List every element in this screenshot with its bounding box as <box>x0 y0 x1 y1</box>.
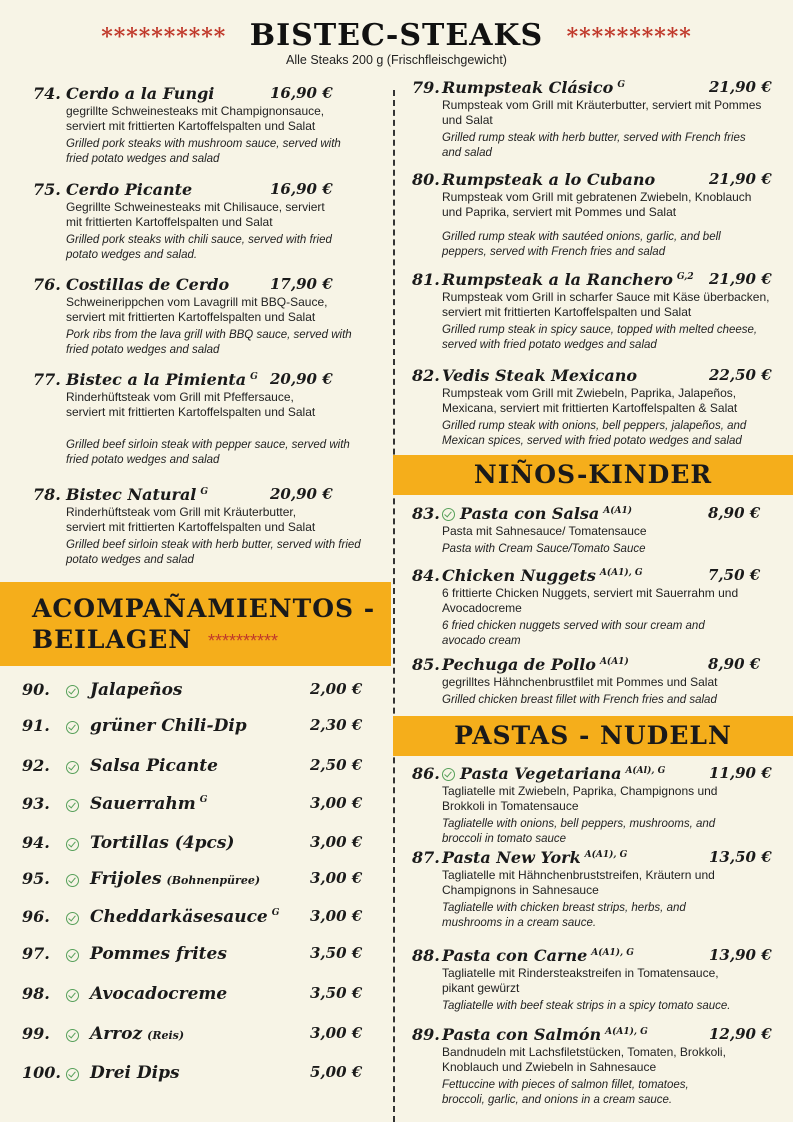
vegetarian-check-icon <box>66 949 79 962</box>
item-number: 87. <box>412 848 440 867</box>
item-price: 2,50 € <box>310 756 363 774</box>
menu-item <box>412 1025 782 1105</box>
item-price: 21,90 € <box>709 270 772 288</box>
item-price: 21,90 € <box>709 78 772 96</box>
menu-item <box>412 655 782 715</box>
menu-item <box>412 170 782 260</box>
item-description-de: Bandnudeln mit Lachsfiletstücken, Tomaten, Brokkoli, Knoblauch und Zwiebeln in Sahnesauce <box>442 1045 726 1074</box>
item-number: 84. <box>412 566 440 585</box>
item-description-en: Tagliatelle with onions, bell peppers, mushrooms, and broccoli in tomato sauce <box>442 818 716 845</box>
allergen-code: A(Al), G <box>625 765 666 776</box>
item-description-en: Pork ribs from the lava grill with BBQ sauce, served with fried potato wedges and salad <box>66 329 352 356</box>
item-number: 95. <box>22 869 50 888</box>
item-description-en: Grilled rump steak with onions, bell peppers, jalapeños, and Mexican spices, served with fried potato wedges and salad <box>442 420 747 447</box>
allergen-code: G <box>617 79 626 90</box>
allergen-code: A(A1), G <box>599 567 643 578</box>
item-name <box>90 716 247 736</box>
item-description-en: Grilled chicken breast fillet with French fries and salad <box>442 694 717 706</box>
page-title-line <box>0 18 793 55</box>
item-name <box>90 833 234 853</box>
item-price: 2,00 € <box>310 680 363 698</box>
page-subtitle: Alle Steaks 200 g (Frischfleischgewicht) <box>286 53 507 67</box>
item-name-text: Bistec Natural <box>66 485 197 504</box>
item-price: 22,50 € <box>709 366 772 384</box>
menu-item <box>412 566 782 647</box>
allergen-code: G <box>250 371 258 382</box>
item-price: 3,00 € <box>310 794 363 812</box>
item-price: 13,50 € <box>709 848 772 866</box>
item-price: 12,90 € <box>709 1025 772 1043</box>
item-name-text: Costillas de Cerdo <box>66 275 230 294</box>
menu-item <box>412 78 782 168</box>
side-item <box>0 869 393 897</box>
item-name-text: Cerdo Picante <box>66 180 193 199</box>
item-number: 91. <box>22 716 50 735</box>
item-number: 93. <box>22 794 50 813</box>
item-price: 8,90 € <box>708 655 761 673</box>
item-name-text: Avocadocreme <box>90 984 228 1004</box>
vegetarian-check-icon <box>66 799 79 812</box>
side-item <box>0 716 393 744</box>
menu-item <box>412 848 782 928</box>
pastas-banner <box>393 716 793 756</box>
item-number: 98. <box>22 984 50 1003</box>
side-item <box>0 944 393 972</box>
item-description-en: Grilled rump steak with sautéed onions, garlic, and bell peppers, served with French fries and salad <box>442 231 721 258</box>
beilagen-title-line2: BEILAGEN <box>32 625 193 654</box>
item-name-text: Cerdo a la Fungi <box>66 84 215 103</box>
item-description-en: Fettuccine with pieces of salmon fillet, tomatoes, broccoli, garlic, and onions in a cream sauce. <box>442 1079 689 1106</box>
item-number: 83. <box>412 504 440 523</box>
allergen-code: A(A1) <box>603 505 633 516</box>
item-description-en: Grilled rump steak with herb butter, served with French fries and salad <box>442 132 746 159</box>
item-price: 3,00 € <box>310 907 363 925</box>
pastas-title: PASTAS - NUDELN <box>454 721 732 750</box>
side-item <box>0 907 393 935</box>
item-description-en: Tagliatelle with chicken breast strips, herbs, and mushrooms in a cream sauce. <box>442 902 686 929</box>
item-name <box>66 370 258 389</box>
item-name <box>442 946 634 965</box>
item-number: 82. <box>412 366 440 385</box>
item-number: 76. <box>33 275 61 294</box>
item-description-de: Rumpsteak vom Grill mit Kräuterbutter, serviert mit Pommes und Salat <box>442 98 762 127</box>
item-price: 3,00 € <box>310 869 363 887</box>
side-item <box>0 1024 393 1052</box>
item-number: 97. <box>22 944 50 963</box>
allergen-code: A(A1), G <box>584 849 628 860</box>
page-header <box>0 18 793 67</box>
title-stars-right: ********** <box>566 24 692 50</box>
item-number: 74. <box>33 84 61 103</box>
item-price: 3,00 € <box>310 1024 363 1042</box>
item-description-de: Gegrillte Schweinesteaks mit Chilisauce, serviert mit frittierten Kartoffelspalten und Salat <box>66 200 325 229</box>
item-price: 11,90 € <box>709 764 772 782</box>
item-name <box>66 84 214 103</box>
item-description-de: Tagliatelle mit Rindersteakstreifen in Tomatensauce, pikant gewürzt <box>442 966 719 995</box>
item-description-en: Grilled rump steak in spicy sauce, topped with melted cheese, served with fried potato wedges and salad <box>442 324 758 351</box>
item-name <box>442 848 627 867</box>
side-item <box>0 756 393 784</box>
item-name <box>66 180 192 199</box>
item-name <box>442 764 665 783</box>
item-number: 80. <box>412 170 440 189</box>
item-name-text: Vedis Steak Mexicano <box>442 366 638 385</box>
item-description-de: 6 frittierte Chicken Nuggets, serviert mit Sauerrahm und Avocadocreme <box>442 586 739 615</box>
vegetarian-check-icon <box>66 838 79 851</box>
allergen-code: G <box>200 486 209 497</box>
item-name <box>442 78 625 97</box>
menu-item <box>412 270 782 360</box>
item-name <box>442 566 643 585</box>
item-name-text: Pommes frites <box>90 944 227 964</box>
vegetarian-check-icon <box>66 874 79 887</box>
vegetarian-check-icon <box>66 1029 79 1042</box>
item-description-de: Rinderhüftsteak vom Grill mit Kräuterbutter, serviert mit frittierten Kartoffelspalten und Salat <box>66 505 316 534</box>
vegetarian-check-icon <box>66 1068 79 1081</box>
menu-item <box>412 504 782 564</box>
menu-item <box>412 946 782 1026</box>
item-number: 100. <box>22 1063 61 1082</box>
item-name <box>66 275 229 294</box>
item-number: 78. <box>33 485 61 504</box>
item-name-text: Jalapeños <box>90 680 183 700</box>
item-price: 20,90 € <box>270 485 333 503</box>
page-title: BISTEC-STEAKS <box>249 18 544 53</box>
item-number: 86. <box>412 764 440 783</box>
item-name-text: Tortillas (4pcs) <box>90 833 235 853</box>
item-name <box>90 1063 180 1083</box>
item-name <box>90 984 227 1004</box>
item-name-text: Rumpsteak a la Ranchero <box>442 270 673 289</box>
item-name-text: Frijoles <box>90 869 162 889</box>
item-name <box>90 756 218 776</box>
item-name-text: Cheddarkäsesauce <box>90 907 268 927</box>
item-name-text: Pasta New York <box>442 848 581 867</box>
menu-item <box>33 180 388 275</box>
menu-item <box>33 485 388 580</box>
item-description-de: Tagliatelle mit Zwiebeln, Paprika, Champignons und Brokkoli in Tomatensauce <box>442 784 718 813</box>
item-price: 5,00 € <box>310 1063 363 1081</box>
item-description-de: gegrilltes Hähnchenbrustfilet mit Pommes und Salat <box>442 675 718 689</box>
item-name <box>442 1025 648 1044</box>
item-number: 79. <box>412 78 440 97</box>
item-price: 3,50 € <box>310 984 363 1002</box>
kinder-title: NIÑOS-KINDER <box>473 460 713 489</box>
item-price: 20,90 € <box>270 370 333 388</box>
item-name <box>90 1024 184 1044</box>
item-description-en: Tagliatelle with beef steak strips in a spicy tomato sauce. <box>442 1000 731 1012</box>
item-number: 90. <box>22 680 50 699</box>
vegetarian-check-icon <box>66 685 79 698</box>
beilagen-title-line1: ACOMPAÑAMIENTOS - <box>32 594 376 623</box>
allergen-code: A(A1), G <box>605 1026 648 1037</box>
item-name <box>90 869 260 889</box>
item-name-text: Chicken Nuggets <box>442 566 596 585</box>
item-name-text: Pasta con Salsa <box>460 504 600 523</box>
item-number: 89. <box>412 1025 440 1044</box>
vegetarian-check-icon <box>66 721 79 734</box>
item-number: 99. <box>22 1024 50 1043</box>
item-description-de: Rumpsteak vom Grill mit Zwiebeln, Paprika, Jalapeños, Mexicana, serviert mit frittierten Kartoffelspalten & Salat <box>442 386 738 415</box>
item-name-text: Salsa Picante <box>90 756 218 776</box>
item-note: (Bohnenpüree) <box>166 874 261 887</box>
item-name-text: Arroz <box>90 1024 143 1044</box>
item-description-de: Rinderhüftsteak vom Grill mit Pfeffersauce, serviert mit frittierten Kartoffelspalten und Salat <box>66 390 316 419</box>
item-price: 3,00 € <box>310 833 363 851</box>
vegetarian-check-icon <box>442 768 455 781</box>
side-item <box>0 833 393 861</box>
item-description-de: Pasta mit Sahnesauce/ Tomatensauce <box>442 524 647 538</box>
side-item <box>0 1063 393 1091</box>
allergen-code: G <box>199 795 208 806</box>
item-description-en: Grilled pork steaks with chili sauce, served with fried potato wedges and salad. <box>66 234 332 261</box>
item-note: (Reis) <box>147 1029 185 1042</box>
item-description-en: Pasta with Cream Sauce/Tomato Sauce <box>442 543 646 555</box>
vegetarian-check-icon <box>66 912 79 925</box>
item-price: 16,90 € <box>270 180 333 198</box>
menu-item <box>33 84 388 179</box>
item-name-text: Pechuga de Pollo <box>442 655 596 674</box>
item-price: 16,90 € <box>270 84 333 102</box>
item-number: 85. <box>412 655 440 674</box>
menu-item <box>412 366 782 456</box>
title-stars-left: ********** <box>101 24 227 50</box>
item-name-text: grüner Chili-Dip <box>90 716 247 736</box>
item-description-de: gegrillte Schweinesteaks mit Champignonsauce, serviert mit frittierten Kartoffelspalten und Salat <box>66 104 325 133</box>
item-name-text: Rumpsteak Clásico <box>442 78 614 97</box>
side-item <box>0 680 393 708</box>
side-item <box>0 794 393 822</box>
item-number: 92. <box>22 756 50 775</box>
item-name <box>66 485 208 504</box>
item-description-en: Grilled beef sirloin steak with herb butter, served with fried potato wedges and salad <box>66 539 361 566</box>
beilagen-banner <box>0 582 391 666</box>
item-price: 8,90 € <box>708 504 761 522</box>
allergen-code: G <box>271 908 280 919</box>
item-name-text: Bistec a la Pimienta <box>66 370 247 389</box>
kinder-banner <box>393 455 793 495</box>
vegetarian-check-icon <box>66 761 79 774</box>
item-number: 96. <box>22 907 50 926</box>
beilagen-stars: ********** <box>208 631 279 651</box>
item-name <box>90 907 279 927</box>
menu-item <box>33 275 388 370</box>
item-name <box>90 944 227 964</box>
menu-item <box>412 764 782 844</box>
side-item <box>0 984 393 1012</box>
item-price: 17,90 € <box>270 275 333 293</box>
item-description-de: Rumpsteak vom Grill in scharfer Sauce mit Käse überbacken, serviert mit frittierten Kartoffelspalten und Salat <box>442 290 770 319</box>
item-description-en: Grilled pork steaks with mushroom sauce, served with fried potato wedges and salad <box>66 138 341 165</box>
item-name <box>442 170 655 189</box>
menu-item <box>33 370 388 465</box>
item-name-text: Drei Dips <box>90 1063 180 1083</box>
allergen-code: A(A1) <box>599 656 629 667</box>
item-name <box>442 270 694 289</box>
item-name <box>442 655 629 674</box>
vegetarian-check-icon <box>442 508 455 521</box>
item-price: 3,50 € <box>310 944 363 962</box>
item-name <box>90 794 207 814</box>
item-name-text: Sauerrahm <box>90 794 196 814</box>
item-description-en: 6 fried chicken nuggets served with sour cream and avocado cream <box>442 620 705 647</box>
item-name <box>442 366 637 385</box>
item-number: 88. <box>412 946 440 965</box>
column-divider <box>393 90 395 1122</box>
item-description-en: Grilled beef sirloin steak with pepper sauce, served with fried potato wedges and salad <box>66 439 350 466</box>
item-price: 21,90 € <box>709 170 772 188</box>
item-description-de: Tagliatelle mit Hähnchenbruststreifen, Kräutern und Champignons in Sahnesauce <box>442 868 715 897</box>
item-description-de: Schweinerippchen vom Lavagrill mit BBQ-Sauce, serviert mit frittierten Kartoffelspalten und Salat <box>66 295 328 324</box>
allergen-code: G,2 <box>676 271 694 282</box>
item-number: 75. <box>33 180 61 199</box>
item-name <box>90 680 183 700</box>
item-name-text: Pasta con Salmón <box>442 1025 602 1044</box>
item-number: 77. <box>33 370 61 389</box>
item-price: 13,90 € <box>709 946 772 964</box>
item-name-text: Rumpsteak a lo Cubano <box>442 170 656 189</box>
item-price: 7,50 € <box>708 566 761 584</box>
allergen-code: A(A1), G <box>591 947 634 958</box>
item-price: 2,30 € <box>310 716 363 734</box>
item-name <box>442 504 632 523</box>
item-description-de: Rumpsteak vom Grill mit gebratenen Zwiebeln, Knoblauch und Paprika, serviert mit Pommes und Salat <box>442 190 752 219</box>
item-name-text: Pasta con Carne <box>442 946 588 965</box>
item-name-text: Pasta Vegetariana <box>460 764 622 783</box>
vegetarian-check-icon <box>66 989 79 1002</box>
item-number: 94. <box>22 833 50 852</box>
item-number: 81. <box>412 270 440 289</box>
